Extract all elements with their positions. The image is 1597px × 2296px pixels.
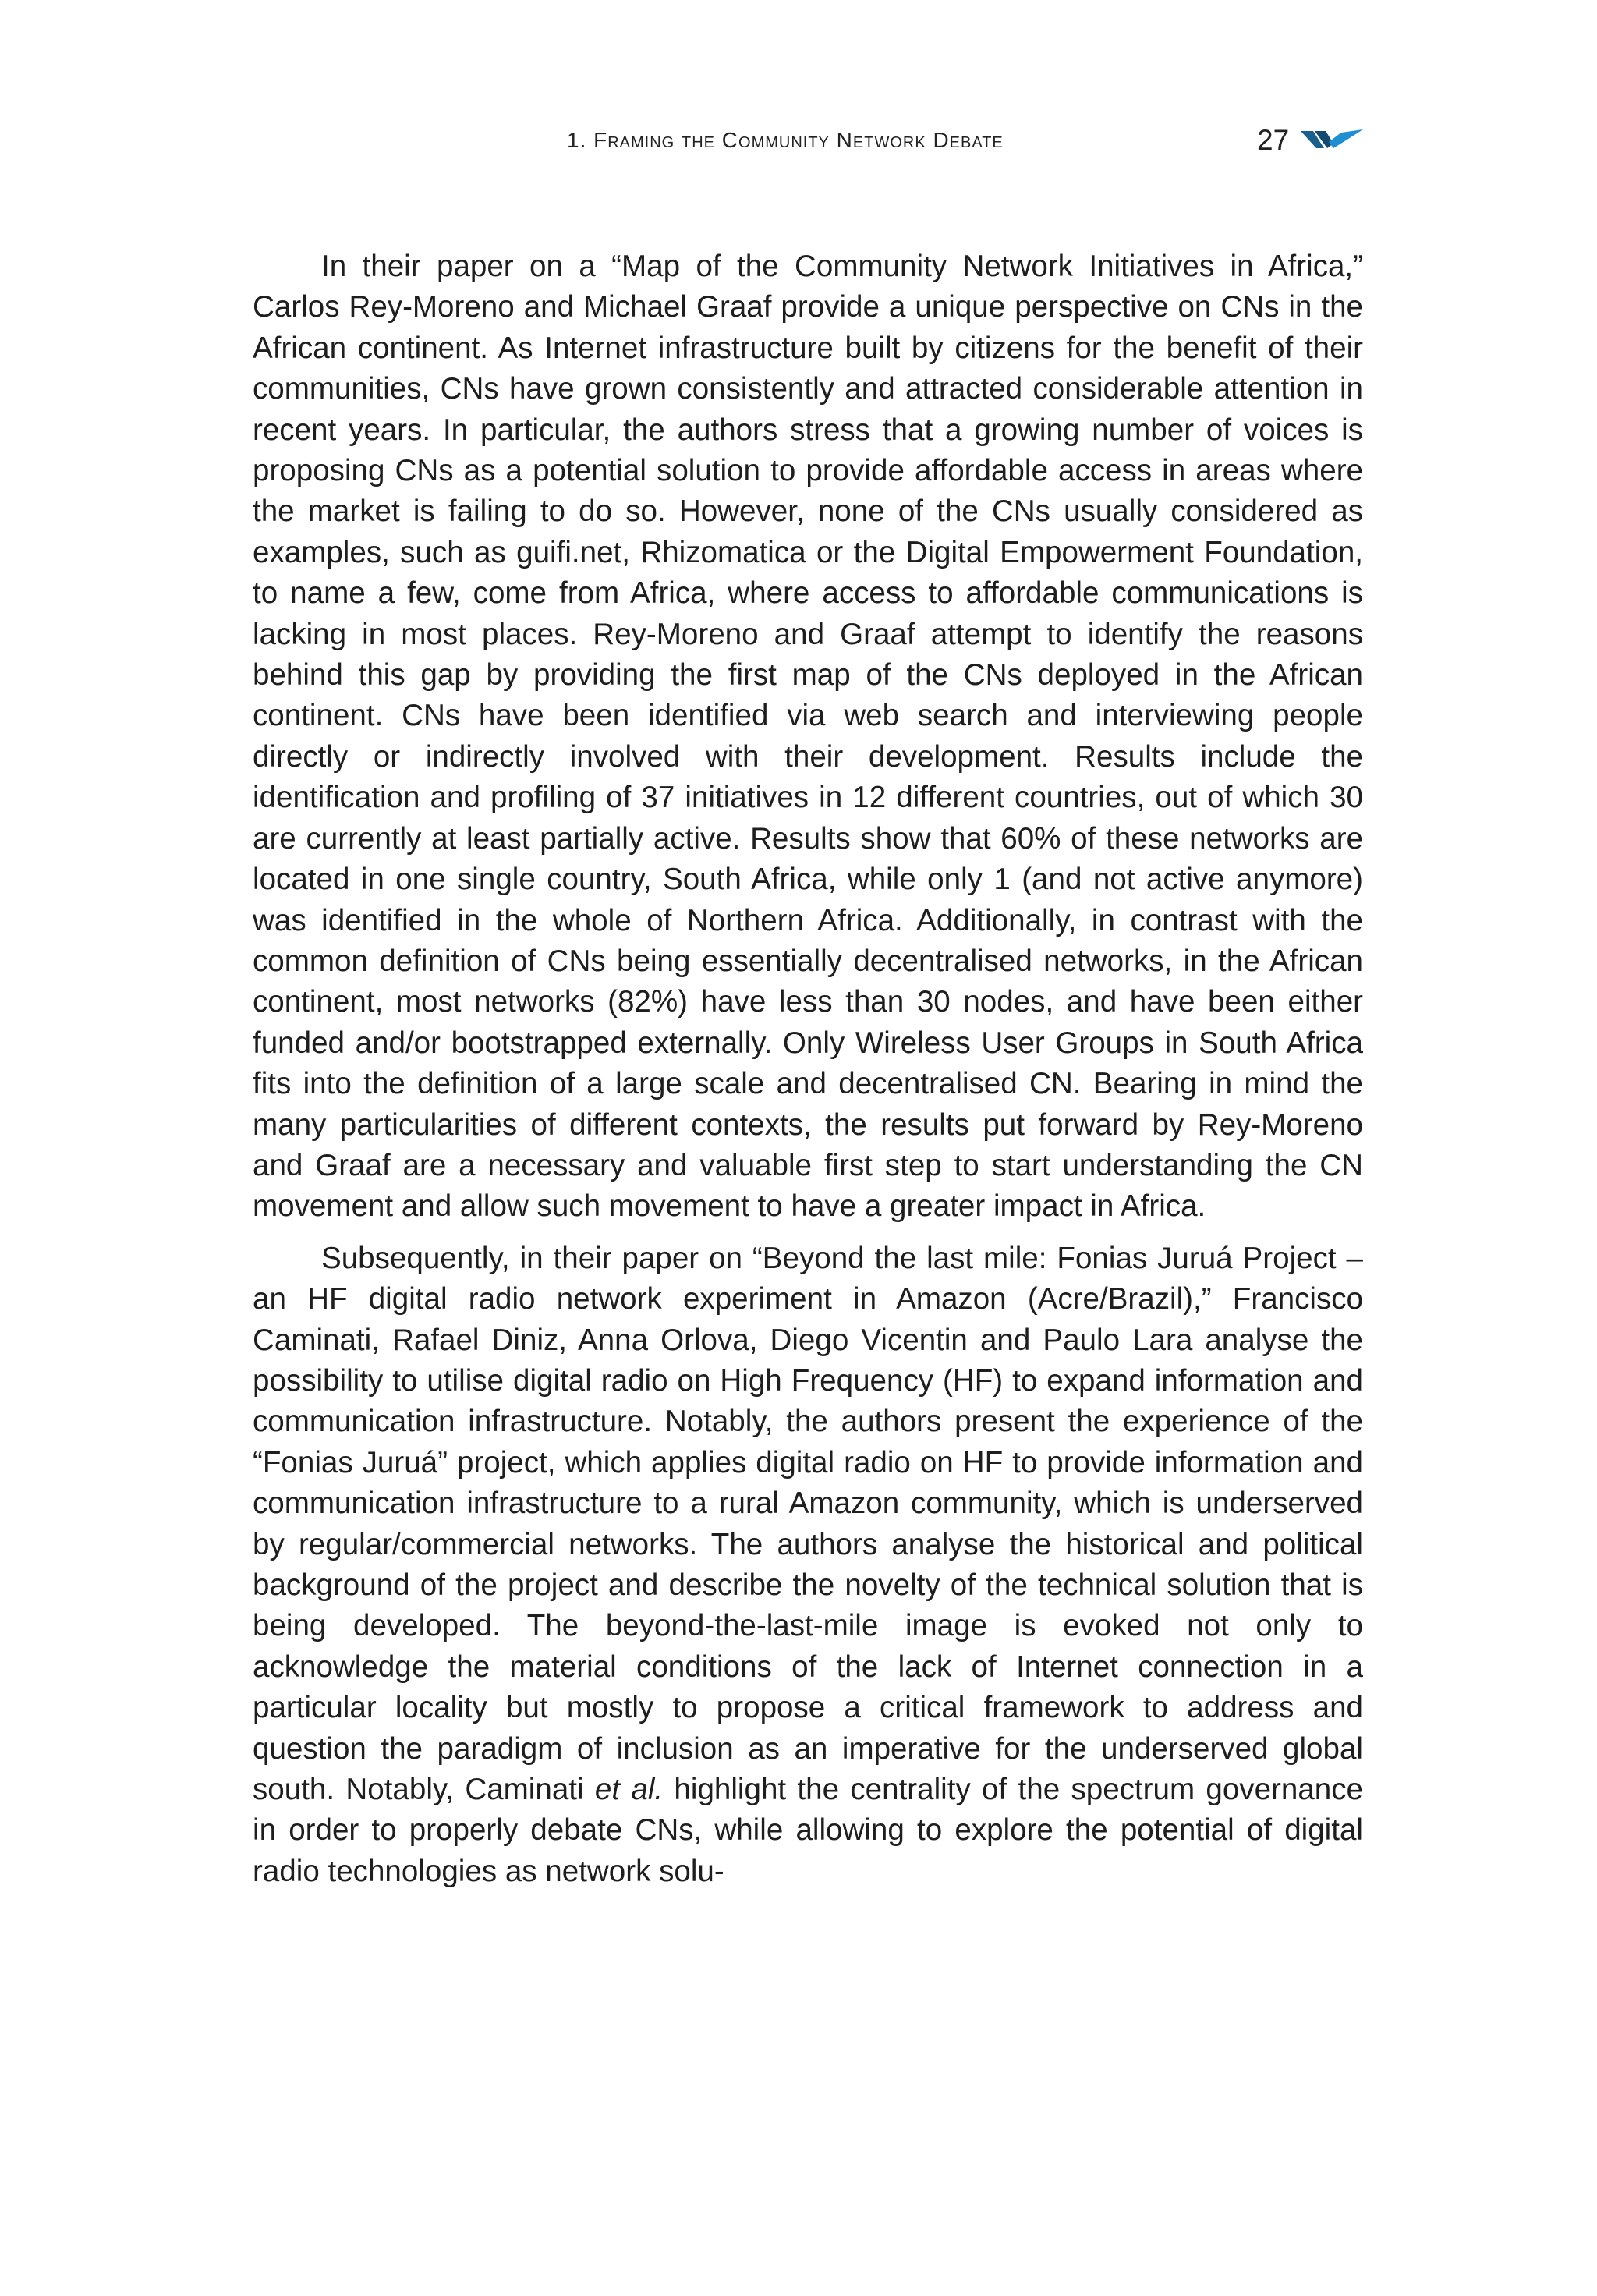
- logo-right-wing: [1329, 129, 1363, 148]
- text-run: Subsequently, in their paper on “Beyond the last mile: Fonias Juruá Project – an HF digital radio network experiment in Amazon (Acre/Brazil),” Francisco Caminati, Rafael Diniz, Anna Orlova, Diego Vicentin and Paulo Lara analyse the possibility to utilise digital radio on High Frequency (HF) to expand information and communication infrastructure. Notably, the authors present the experience of the “Fonias Juruá” project, which applies digital radio on HF to provide information and communication infrastructure to a rural Amazon community, which is underserved by regular/commercial networks. The authors analyse the historical and political background of the project and describe the novelty of the technical solution that is being developed. The beyond-the-last-mile image is evoked not only to acknowledge the material conditions of the lack of Internet connection in a particular locality but mostly to propose a critical framework to address and question the paradigm of inclusion as an imperative for the underserved global south. Notably, Caminati: [253, 1241, 1363, 1807]
- body-text: [253, 246, 1363, 1892]
- body-paragraph: [253, 246, 1363, 1228]
- body-paragraph: [253, 1238, 1363, 1893]
- italic-run: et al.: [594, 1773, 664, 1807]
- publisher-logo-icon: [1301, 128, 1363, 151]
- text-run: highlight the centrality of the spectrum governance in order to properly debate CNs, while allowing to explore the potential of digital radio technologies as network solu-: [253, 1773, 1364, 1888]
- running-head-title: 1. Framing the Community Network Debate: [567, 128, 1004, 152]
- text-run: In their paper on a “Map of the Community Network Initiatives in Africa,” Carlos Rey-Moreno and Michael Graaf provide a unique perspective on CNs in the African continent. As Internet infrastructure built by citizens for the benefit of their communities, CNs have grown consistently and attracted considerable attention in recent years. In particular, the authors stress that a growing number of voices is proposing CNs as a potential solution to provide affordable access in areas where the market is failing to do so. However, none of the CNs usually considered as examples, such as guifi.net, Rhizomatica or the Digital Empowerment Foundation, to name a few, come from Africa, where access to affordable communications is lacking in most places. Rey-Moreno and Graaf attempt to identify the reasons behind this gap by providing the first map of the CNs deployed in the African continent. CNs have been identified via web search and interviewing people directly or indirectly involved with their development. Results include the identification and profiling of 37 initiatives in 12 different countries, out of which 30 are currently at least partially active. Results show that 60% of these networks are located in one single country, South Africa, while only 1 (and not active anymore) was identified in the whole of Northern Africa. Additionally, in contrast with the common definition of CNs being essentially decentralised networks, in the African continent, most networks (82%) have less than 30 nodes, and have been either funded and/or bootstrapped externally. Only Wireless User Groups in South Africa fits into the definition of a large scale and decentralised CN. Bearing in mind the many particularities of different contexts, the results put forward by Rey-Moreno and Graaf are a necessary and valuable first step to start understanding the CN movement and allow such movement to have a greater impact in Africa.: [253, 250, 1363, 1224]
- page-number: 27: [1257, 124, 1290, 156]
- running-head: [0, 123, 1597, 158]
